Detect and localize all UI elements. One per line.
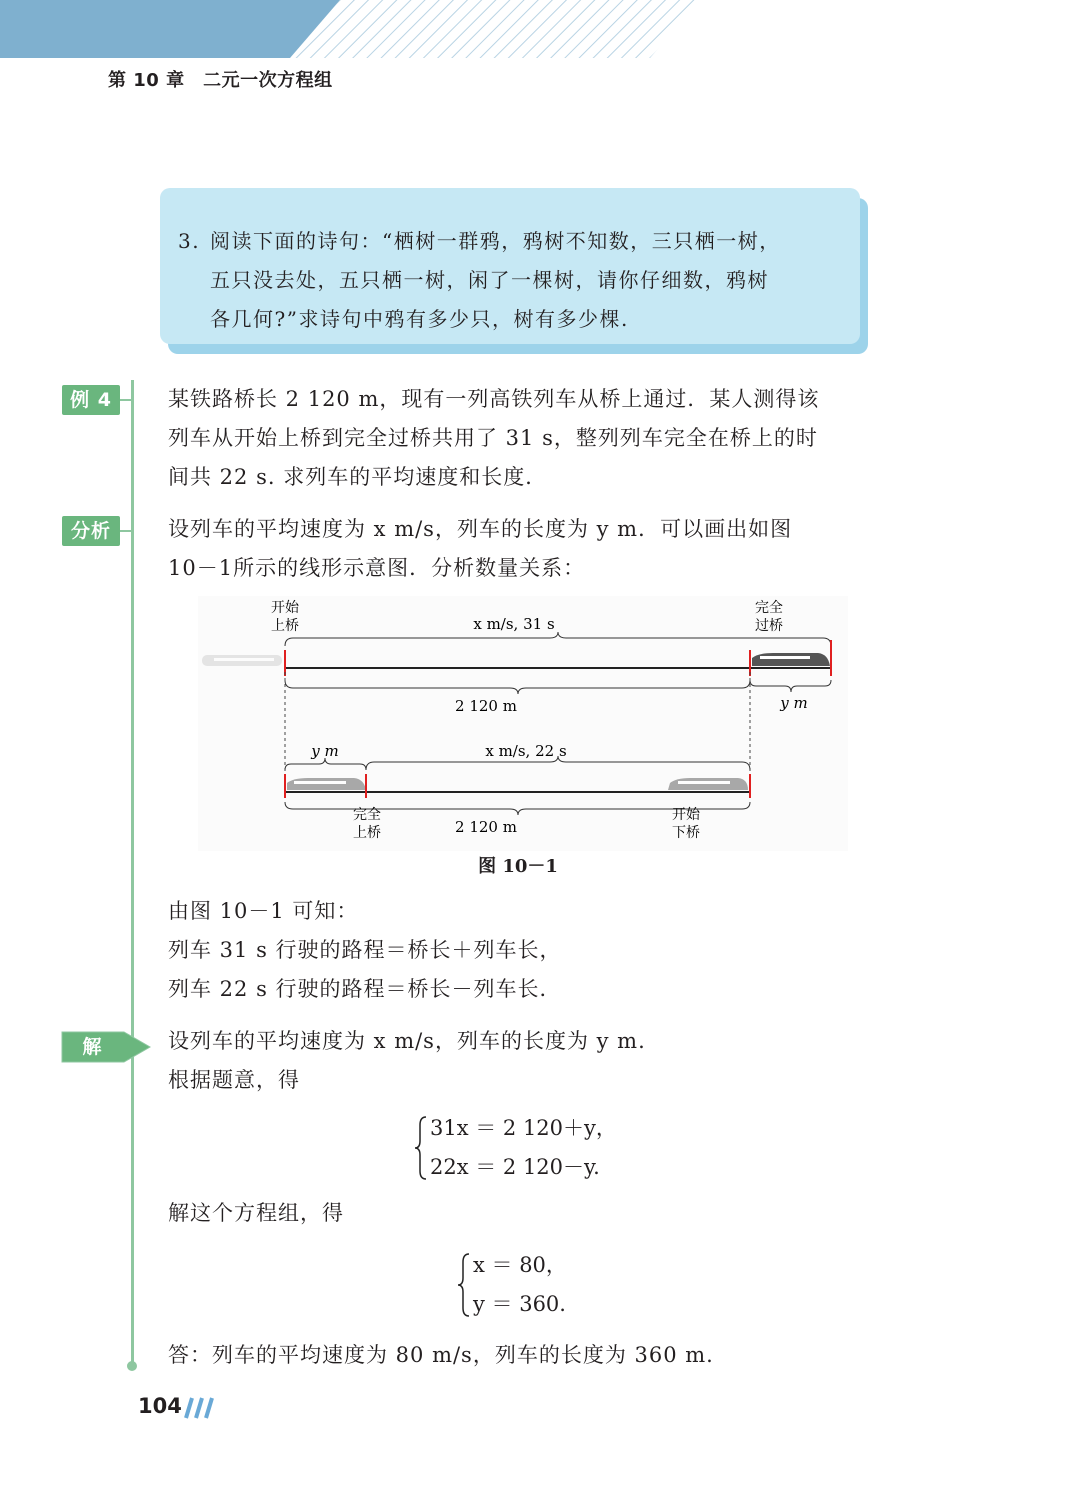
page-slash-decoration-icon xyxy=(178,1396,218,1420)
exercise-line-2: 五只没去处，五只栖一树，闲了一棵树，请你仔细数，鸦树 xyxy=(210,268,769,292)
label-top-bridge: 2 120 m xyxy=(455,697,517,715)
train-icon xyxy=(752,653,830,666)
analysis-line-2: 10－1所示的线形示意图．分析数量关系： xyxy=(168,556,586,580)
example-line-1: 某铁路桥长 2 120 m，现有一列高铁列车从桥上通过．某人测得该 xyxy=(168,387,820,411)
solution-line-1: 设列车的平均速度为 x m/s，列车的长度为 y m. xyxy=(168,1029,646,1053)
train-bridge-diagram xyxy=(198,596,848,851)
deduction-line-2: 列车 31 s 行驶的路程＝桥长＋列车长， xyxy=(168,938,562,962)
timeline-end-dot xyxy=(127,1361,137,1371)
label-top-start-2: 上桥 xyxy=(271,618,299,634)
train-icon xyxy=(287,778,366,790)
equation-system xyxy=(430,1109,617,1187)
label-bottom-bridge: 2 120 m xyxy=(455,818,517,836)
exercise-number: 3. xyxy=(178,229,201,253)
label-bottom-end-1: 开始 xyxy=(672,807,700,823)
solution-x: x ＝ 80， xyxy=(473,1253,567,1277)
solution-line-2: 根据题意，得 xyxy=(168,1068,300,1092)
page-number: 104 xyxy=(138,1394,182,1418)
chapter-title: 第 10 章 二元一次方程组 xyxy=(108,70,333,91)
answer-line: 答：列车的平均速度为 80 m/s，列车的长度为 360 m. xyxy=(168,1343,714,1367)
exercise-text xyxy=(178,222,850,339)
label-bottom-speed: x m/s, 22 s xyxy=(485,742,567,760)
equation-1: 31x ＝ 2 120＋y， xyxy=(430,1116,617,1140)
label-bottom-start-2: 上桥 xyxy=(353,825,381,841)
solution-system xyxy=(473,1246,567,1324)
label-bottom-train: y m xyxy=(311,742,339,760)
label-bottom-end-2: 下桥 xyxy=(672,825,700,841)
exercise-line-3: 各几何?”求诗句中鸦有多少只，树有多少棵. xyxy=(210,307,629,331)
timeline-tick-example xyxy=(120,399,132,401)
exercise-box xyxy=(160,188,860,344)
deduction-text xyxy=(168,892,873,1009)
left-brace-icon xyxy=(414,1115,428,1181)
solution-tag-label: 解 xyxy=(82,1036,102,1058)
label-bottom-start-1: 完全 xyxy=(353,807,381,823)
train-icon-ghost xyxy=(202,655,282,666)
train-icon xyxy=(668,778,748,790)
example-line-2: 列车从开始上桥到完全过桥共用了 31 s，整列列车完全在桥上的时 xyxy=(168,426,818,450)
label-top-end-2: 过桥 xyxy=(755,618,783,634)
timeline-tick-analysis xyxy=(120,530,132,532)
analysis-text xyxy=(168,510,873,588)
exercise-line-1: 阅读下面的诗句：“栖树一群鸦，鸦树不知数，三只栖一树， xyxy=(210,229,781,253)
section-timeline xyxy=(131,380,134,1365)
figure-caption: 图 10－1 xyxy=(478,856,558,877)
deduction-line-1: 由图 10－1 可知： xyxy=(168,899,359,923)
solution-intro xyxy=(168,1022,873,1100)
analysis-line-1: 设列车的平均速度为 x m/s，列车的长度为 y m．可以画出如图 xyxy=(168,517,793,541)
solution-line-3: 解这个方程组，得 xyxy=(168,1201,344,1225)
analysis-tag: 分析 xyxy=(62,516,120,546)
example-text xyxy=(168,380,873,497)
label-top-speed: x m/s, 31 s xyxy=(473,615,555,633)
example-line-3: 间共 22 s. 求列车的平均速度和长度． xyxy=(168,465,548,489)
solution-y: y ＝ 360. xyxy=(473,1292,566,1316)
equation-2: 22x ＝ 2 120－y. xyxy=(430,1155,600,1179)
label-top-start-1: 开始 xyxy=(271,600,299,616)
header-band xyxy=(0,0,1082,58)
left-brace-icon xyxy=(457,1252,471,1318)
label-top-train: y m xyxy=(780,694,808,712)
label-top-end-1: 完全 xyxy=(755,600,783,616)
deduction-line-3: 列车 22 s 行驶的路程＝桥长－列车长． xyxy=(168,977,562,1001)
example-tag: 例 4 xyxy=(62,385,120,415)
